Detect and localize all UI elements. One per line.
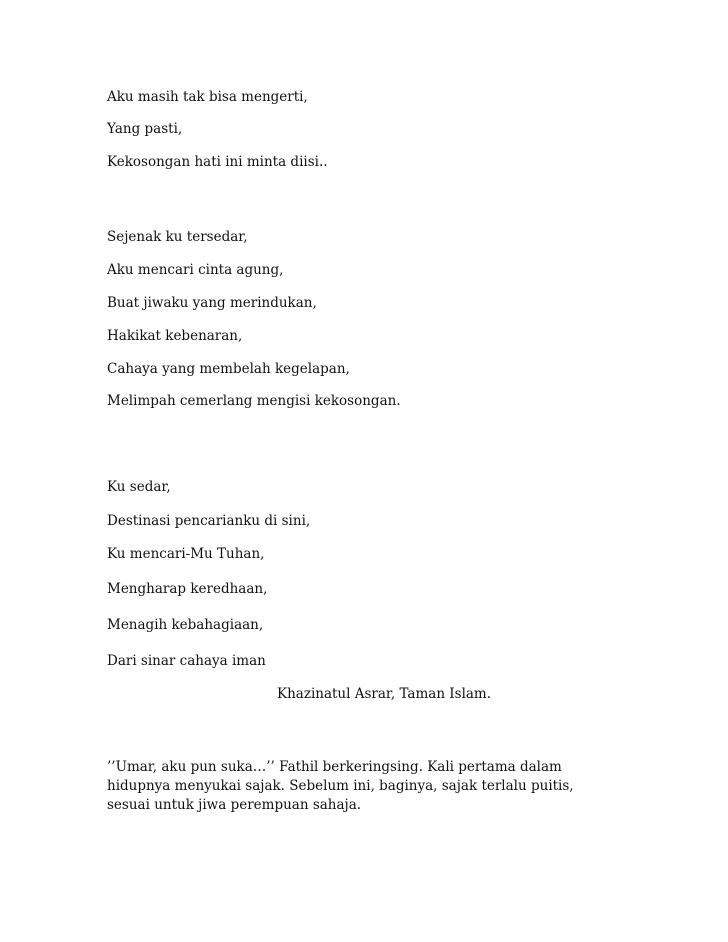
poem-attribution: Khazinatul Asrar, Taman Islam. — [277, 686, 492, 702]
poem-line: Aku mencari cinta agung, — [107, 262, 284, 278]
prose-paragraph: ’’Umar, aku pun suka…’’ Fathil berkeringsing. Kali pertama dalam hidupnya menyukai sajak. Sebelum ini, baginya, sajak terlalu puitis, sesuai untuk jiwa perempuan sahaja. — [107, 759, 574, 813]
poem-line: Ku sedar, — [107, 479, 171, 495]
poem-line: Melimpah cemerlang mengisi kekosongan. — [107, 393, 401, 409]
poem-line: Menagih kebahagiaan, — [107, 617, 264, 633]
poem-line: Destinasi pencarianku di sini, — [107, 513, 311, 529]
poem-line: Aku masih tak bisa mengerti, — [107, 89, 308, 105]
poem-line: Buat jiwaku yang merindukan, — [107, 295, 317, 311]
poem-line: Ku mencari-Mu Tuhan, — [107, 546, 265, 562]
poem-line: Hakikat kebenaran, — [107, 328, 243, 344]
poem-line: Kekosongan hati ini minta diisi.. — [107, 154, 328, 170]
poem-line: Sejenak ku tersedar, — [107, 229, 248, 245]
poem-line: Mengharap keredhaan, — [107, 581, 268, 597]
poem-line: Cahaya yang membelah kegelapan, — [107, 361, 350, 377]
poem-line: Yang pasti, — [107, 121, 183, 137]
poem-line: Dari sinar cahaya iman — [107, 653, 266, 669]
